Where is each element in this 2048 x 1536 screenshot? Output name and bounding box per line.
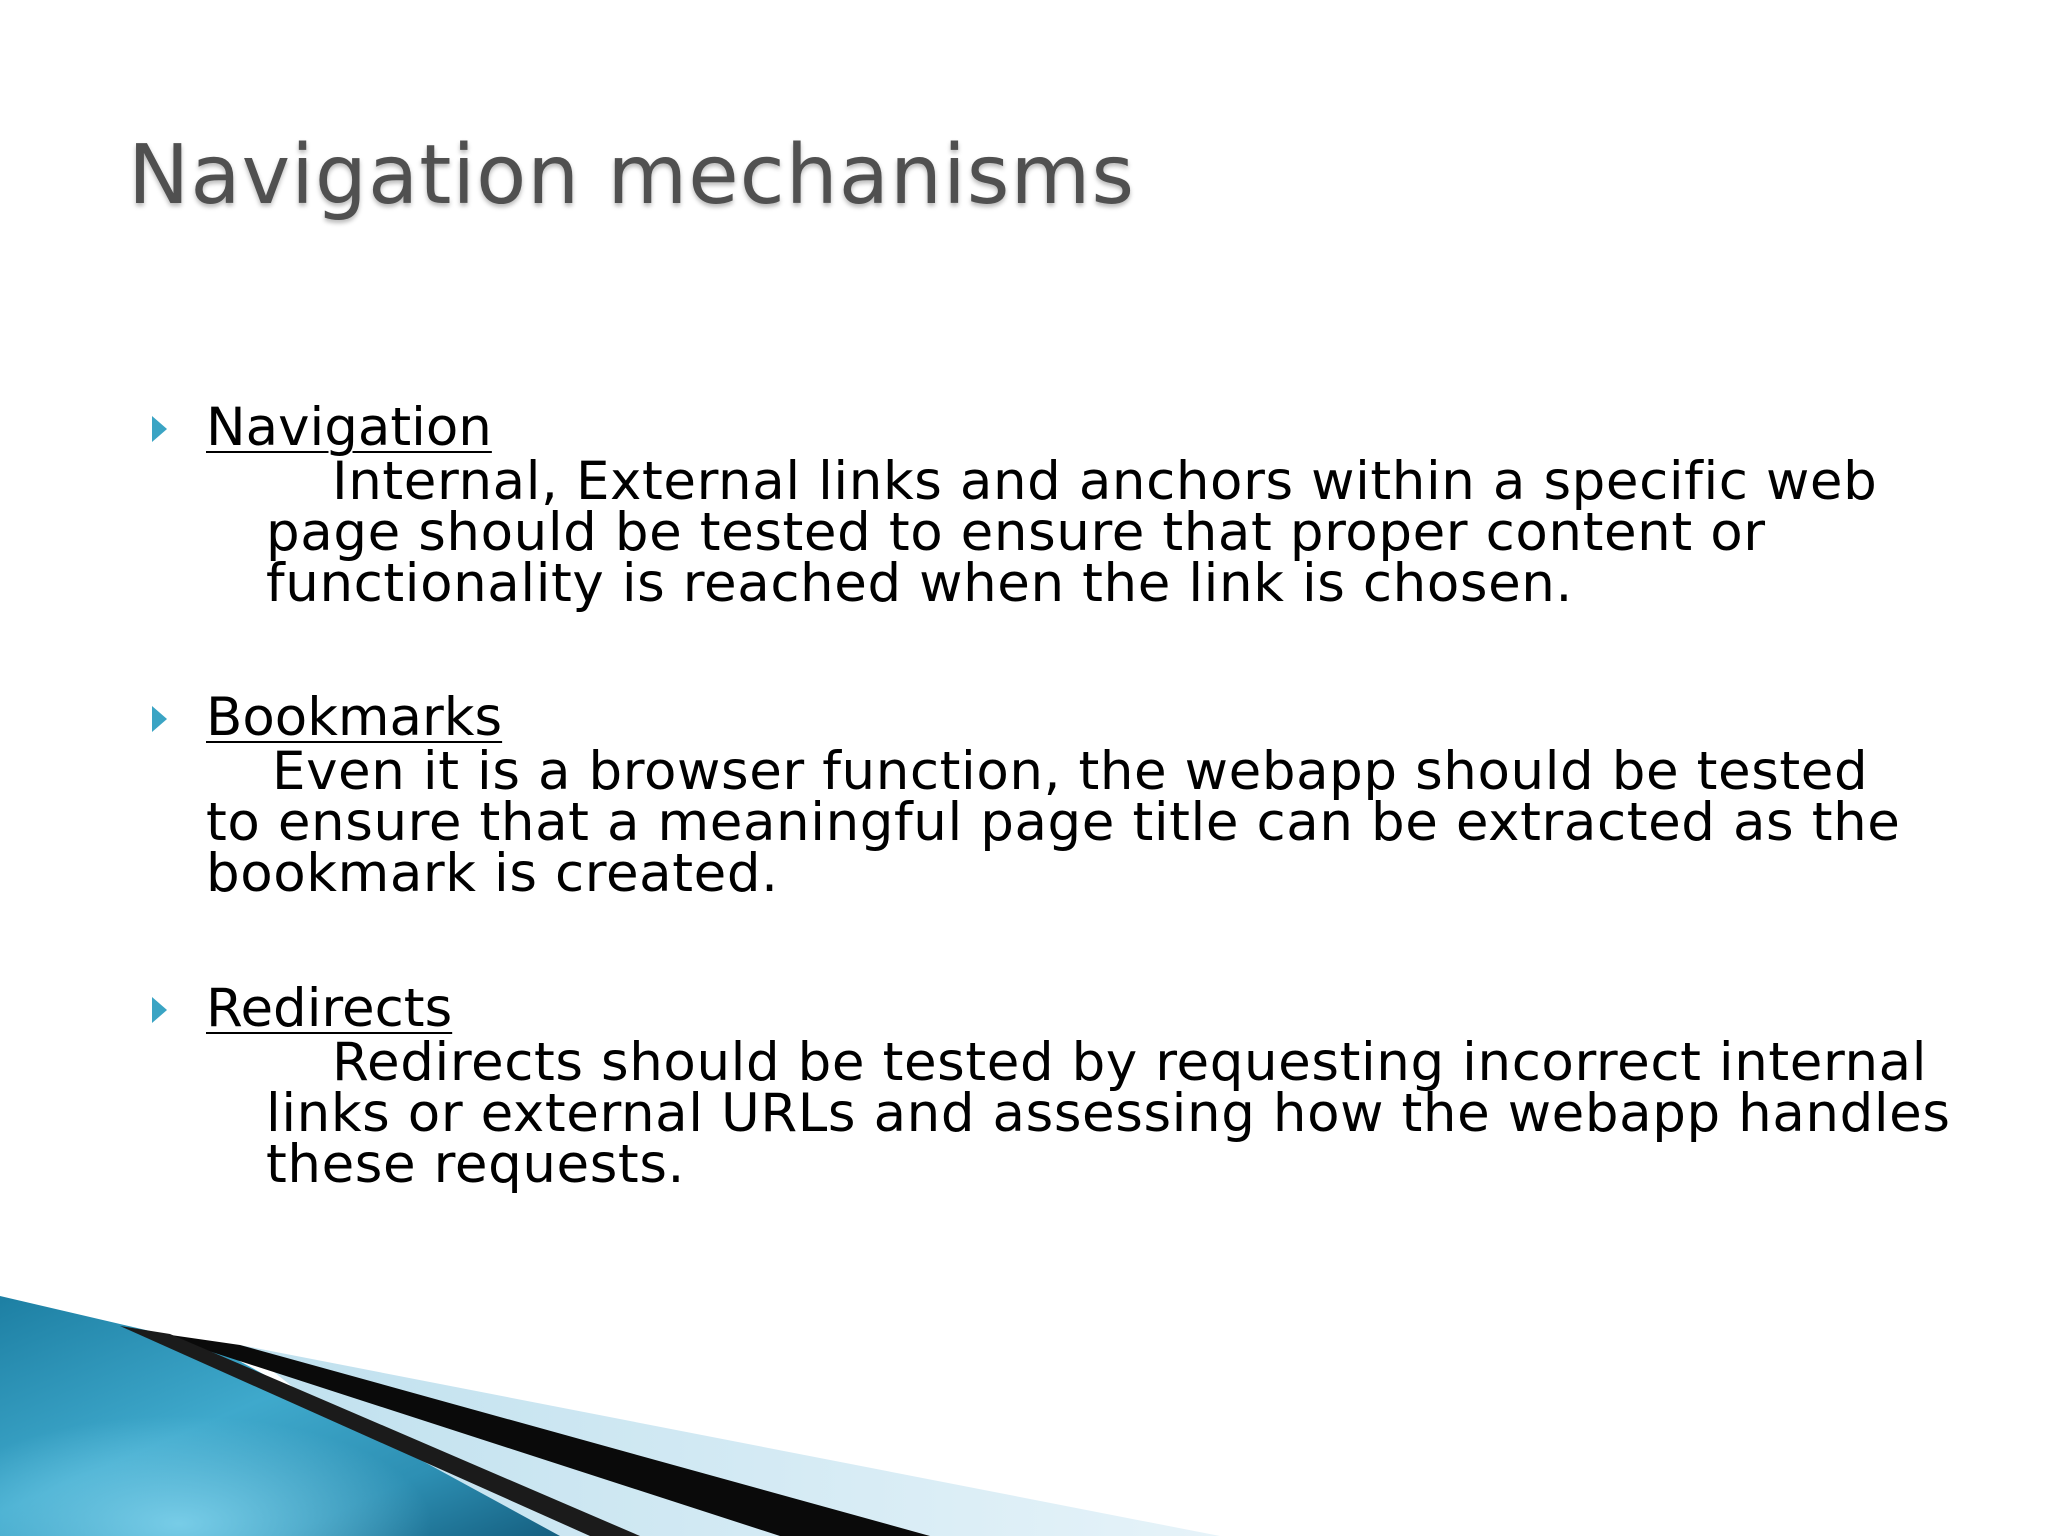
bullet-heading: Navigation — [206, 397, 492, 458]
body-line: to ensure that a meaningful page title can be extracted as the — [206, 792, 1901, 853]
body-line: these requests. — [266, 1134, 685, 1195]
body-line: Redirects should be tested by requesting incorrect internal — [332, 1032, 1928, 1093]
bullet-heading: Redirects — [206, 978, 453, 1039]
body-line: Even it is a browser function, the webapp should be tested — [272, 741, 1869, 802]
bullet-heading: Bookmarks — [206, 687, 503, 748]
body-line: bookmark is created. — [206, 843, 779, 904]
body-line: functionality is reached when the link is chosen. — [266, 553, 1573, 614]
body-line: links or external URLs and assessing how the webapp handles — [266, 1083, 1951, 1144]
slide-title: Navigation mechanisms — [128, 128, 1136, 223]
body-line: Internal, External links and anchors within a specific web — [332, 451, 1878, 512]
body-line: page should be tested to ensure that proper content or — [266, 502, 1766, 563]
